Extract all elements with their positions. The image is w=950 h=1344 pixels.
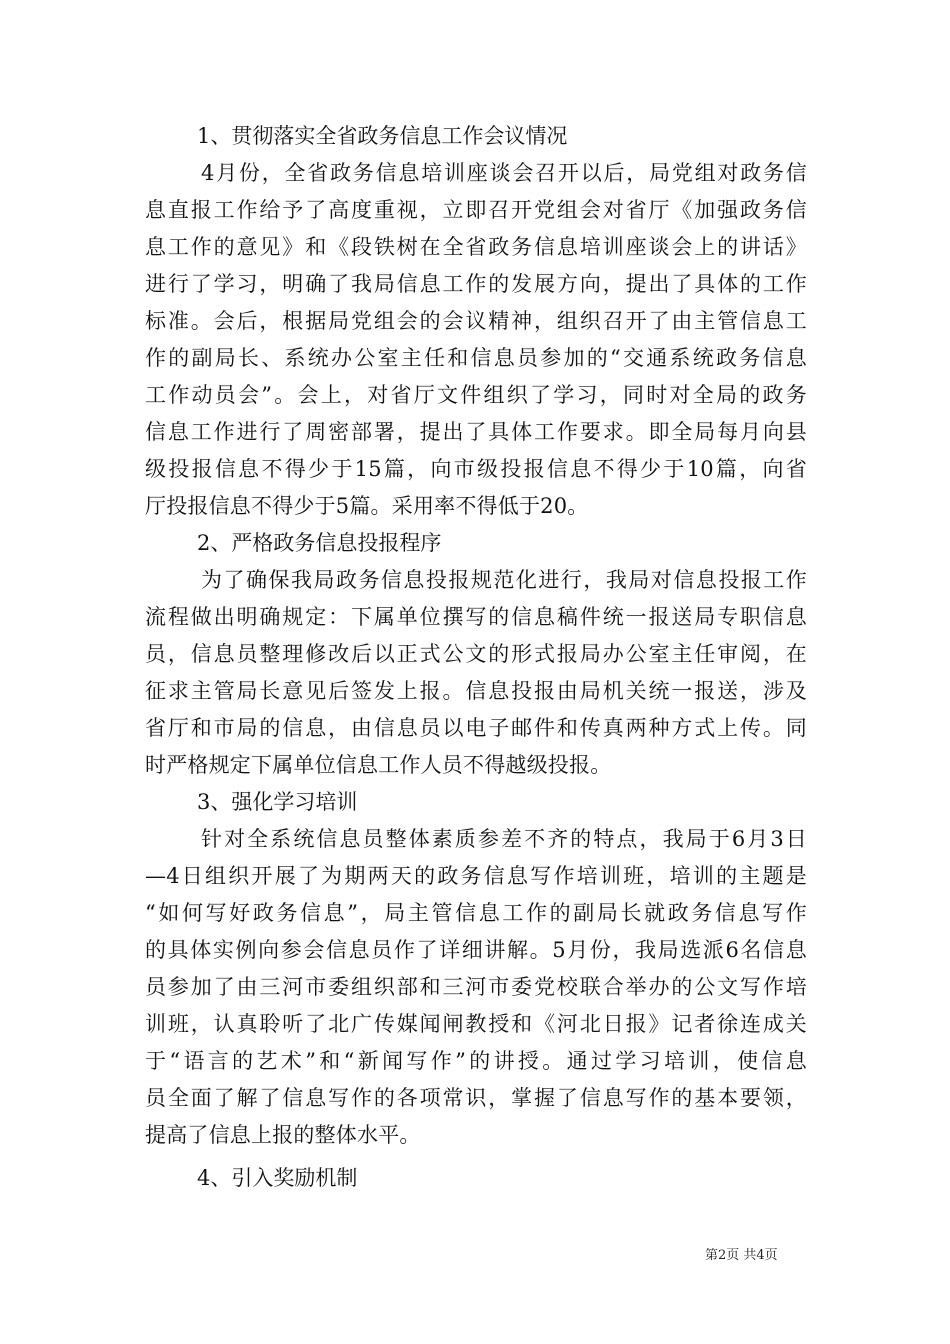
paragraph-line: 进行了学习，明确了我局信息工作的发展方向，提出了具体的工作 xyxy=(145,272,807,296)
paragraph-line: 工作动员会”。会上，对省厅文件组织了学习，同时对全局的政务 xyxy=(145,383,807,407)
paragraph-line: 为了确保我局政务信息投报规范化进行，我局对信息投报工作 xyxy=(201,568,807,592)
paragraph-line: 4月份，全省政务信息培训座谈会召开以后，局党组对政务信 xyxy=(201,161,807,185)
paragraph-line: 信息工作进行了周密部署，提出了具体工作要求。即全局每月向县 xyxy=(145,420,807,444)
paragraph-line: 厅投报信息不得少于5篇。采用率不得低于20。 xyxy=(145,494,589,518)
paragraph-line: 级投报信息不得少于15篇，向市级投报信息不得少于10篇，向省 xyxy=(145,457,807,481)
paragraph-line: 提高了信息上报的整体水平。 xyxy=(145,1123,421,1147)
section-heading-2: 2、严格政务信息投报程序 xyxy=(197,531,442,555)
section-heading-1: 1、贯彻落实全省政务信息工作会议情况 xyxy=(197,124,568,148)
paragraph-line: 作的副局长、系统办公室主任和信息员参加的“交通系统政务信息 xyxy=(145,346,807,370)
paragraph-line: 标准。会后，根据局党组会的会议精神，组织召开了由主管信息工 xyxy=(145,309,807,333)
paragraph-line: 员全面了解了信息写作的各项常识，掌握了信息写作的基本要领， xyxy=(145,1086,807,1110)
paragraph-line: 于“语言的艺术”和“新闻写作”的讲授。通过学习培训，使信息 xyxy=(145,1049,807,1073)
paragraph-line: 息直报工作给予了高度重视，立即召开党组会对省厅《加强政务信 xyxy=(145,198,807,222)
paragraph-line: 时严格规定下属单位信息工作人员不得越级投报。 xyxy=(145,753,612,777)
paragraph-line: 员参加了由三河市委组织部和三河市委党校联合举办的公文写作培 xyxy=(145,975,807,999)
section-heading-4: 4、引入奖励机制 xyxy=(197,1166,358,1190)
paragraph-line: 训班，认真聆听了北广传媒闻闸教授和《河北日报》记者徐连成关 xyxy=(145,1012,807,1036)
paragraph-line: 针对全系统信息员整体素质参差不齐的特点，我局于6月3日 xyxy=(201,827,807,851)
section-heading-3: 3、强化学习培训 xyxy=(197,790,358,814)
page-number: 第2页 共4页 xyxy=(705,1248,778,1263)
paragraph-line: “如何写好政务信息”，局主管信息工作的副局长就政务信息写作 xyxy=(145,901,807,925)
paragraph-line: 员，信息员整理修改后以正式公文的形式报局办公室主任审阅，在 xyxy=(145,642,807,666)
paragraph-line: 息工作的意见》和《段铁树在全省政务信息培训座谈会上的讲话》 xyxy=(145,235,807,259)
paragraph-line: 省厅和市局的信息，由信息员以电子邮件和传真两种方式上传。同 xyxy=(145,716,807,740)
document-body xyxy=(145,118,807,1197)
paragraph-line: 的具体实例向参会信息员作了详细讲解。5月份，我局选派6名信息 xyxy=(145,938,807,962)
paragraph-line: —4日组织开展了为期两天的政务信息写作培训班，培训的主题是 xyxy=(145,864,807,888)
paragraph-line: 流程做出明确规定：下属单位撰写的信息稿件统一报送局专职信息 xyxy=(145,605,807,629)
paragraph-line: 征求主管局长意见后签发上报。信息投报由局机关统一报送，涉及 xyxy=(145,679,807,703)
